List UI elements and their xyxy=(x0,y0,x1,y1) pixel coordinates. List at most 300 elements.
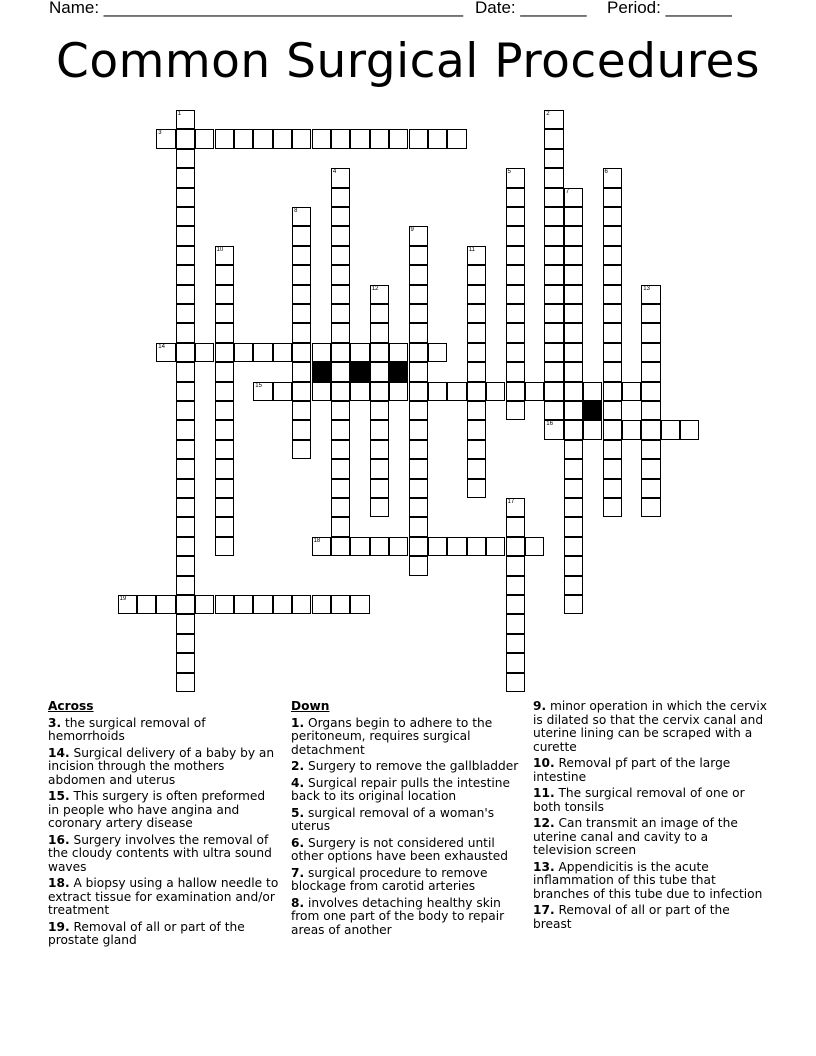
grid-cell[interactable] xyxy=(176,653,195,672)
grid-cell[interactable] xyxy=(176,673,195,692)
grid-cell[interactable] xyxy=(467,246,486,265)
grid-cell[interactable] xyxy=(312,595,331,614)
grid-cell[interactable] xyxy=(564,498,583,517)
grid-cell[interactable] xyxy=(525,537,544,556)
grid-cell[interactable] xyxy=(176,401,195,420)
grid-cell[interactable] xyxy=(506,634,525,653)
grid-cell[interactable] xyxy=(641,401,660,420)
grid-cell[interactable] xyxy=(176,246,195,265)
grid-cell[interactable] xyxy=(176,420,195,439)
grid-cell[interactable] xyxy=(641,362,660,381)
grid-cell[interactable] xyxy=(544,285,563,304)
clue-down-9: 9. minor operation in which the cervix is dilated so that the cervix canal and uterine lining can be scraped with a curette xyxy=(533,699,767,754)
grid-cell[interactable] xyxy=(641,440,660,459)
grid-cell[interactable] xyxy=(506,537,525,556)
grid-cell[interactable] xyxy=(176,304,195,323)
grid-cell[interactable] xyxy=(544,226,563,245)
grid-cell[interactable] xyxy=(641,323,660,342)
grid-cell[interactable] xyxy=(292,401,311,420)
grid-cell[interactable] xyxy=(350,537,369,556)
grid-cell[interactable] xyxy=(215,517,234,536)
grid-cell[interactable] xyxy=(292,440,311,459)
grid-cell[interactable] xyxy=(564,537,583,556)
grid-cell[interactable] xyxy=(370,362,389,381)
grid-cell[interactable] xyxy=(176,556,195,575)
grid-cell[interactable] xyxy=(370,304,389,323)
clue-down-4: 4. Surgical repair pulls the intestine back to its original location xyxy=(291,775,510,803)
grid-cell[interactable] xyxy=(506,382,525,401)
grid-cell[interactable] xyxy=(641,343,660,362)
grid-cell[interactable] xyxy=(195,595,214,614)
grid-cell[interactable] xyxy=(506,246,525,265)
grid-cell[interactable] xyxy=(506,576,525,595)
grid-cell[interactable] xyxy=(641,459,660,478)
grid-cell[interactable] xyxy=(370,459,389,478)
grid-cell[interactable] xyxy=(564,323,583,342)
grid-cell[interactable] xyxy=(409,343,428,362)
grid-cell[interactable] xyxy=(389,129,408,148)
grid-cell[interactable] xyxy=(350,382,369,401)
grid-cell[interactable] xyxy=(544,323,563,342)
grid-cell[interactable] xyxy=(292,207,311,226)
grid-cell[interactable] xyxy=(331,440,350,459)
grid-cell[interactable] xyxy=(564,556,583,575)
grid-cell[interactable] xyxy=(331,401,350,420)
grid-cell[interactable] xyxy=(467,479,486,498)
grid-cell[interactable] xyxy=(506,614,525,633)
grid-cell[interactable] xyxy=(428,382,447,401)
grid-cell[interactable] xyxy=(331,537,350,556)
grid-cell[interactable] xyxy=(350,595,369,614)
grid-cell[interactable] xyxy=(389,537,408,556)
grid-cell[interactable] xyxy=(603,459,622,478)
grid-cell[interactable] xyxy=(603,382,622,401)
grid-cell[interactable] xyxy=(215,362,234,381)
grid-cell[interactable] xyxy=(544,188,563,207)
grid-cell[interactable] xyxy=(428,343,447,362)
grid-cell[interactable] xyxy=(583,382,602,401)
grid-cell[interactable] xyxy=(215,304,234,323)
grid-cell[interactable] xyxy=(215,595,234,614)
grid-cell[interactable] xyxy=(603,304,622,323)
page-title: Common Surgical Procedures xyxy=(56,34,760,89)
grid-cell[interactable] xyxy=(176,149,195,168)
clue-down-12: 12. Can transmit an image of the uterine canal and cavity to a television screen xyxy=(533,816,738,857)
grid-cell[interactable] xyxy=(234,129,253,148)
grid-cell[interactable] xyxy=(215,498,234,517)
grid-cell[interactable] xyxy=(641,479,660,498)
grid-cell[interactable] xyxy=(467,382,486,401)
grid-cell[interactable] xyxy=(603,479,622,498)
grid-cell[interactable] xyxy=(506,595,525,614)
grid-cell[interactable] xyxy=(331,226,350,245)
grid-cell[interactable] xyxy=(176,537,195,556)
grid-cell[interactable] xyxy=(370,129,389,148)
grid-cell[interactable] xyxy=(331,323,350,342)
grid-cell[interactable] xyxy=(641,285,660,304)
grid-cell[interactable] xyxy=(467,401,486,420)
grid-cell[interactable] xyxy=(292,129,311,148)
grid-cell[interactable] xyxy=(215,323,234,342)
grid-cell[interactable] xyxy=(506,343,525,362)
grid-cell[interactable] xyxy=(370,420,389,439)
grid-cell[interactable] xyxy=(506,362,525,381)
grid-cell[interactable] xyxy=(409,498,428,517)
grid-cell[interactable] xyxy=(564,285,583,304)
grid-cell[interactable] xyxy=(176,595,195,614)
grid-cell[interactable] xyxy=(370,382,389,401)
grid-cell[interactable] xyxy=(603,362,622,381)
grid-cell[interactable] xyxy=(564,246,583,265)
grid-cell[interactable] xyxy=(331,207,350,226)
grid-cell[interactable] xyxy=(544,110,563,129)
grid-cell[interactable] xyxy=(506,265,525,284)
grid-cell[interactable] xyxy=(253,129,272,148)
grid-cell[interactable] xyxy=(506,673,525,692)
grid-cell[interactable] xyxy=(409,129,428,148)
clue-number: 19 xyxy=(119,596,127,602)
across-clues xyxy=(48,700,280,951)
grid-cell[interactable] xyxy=(564,343,583,362)
grid-cell[interactable] xyxy=(467,265,486,284)
grid-cell[interactable] xyxy=(176,168,195,187)
grid-cell[interactable] xyxy=(176,207,195,226)
grid-cell[interactable] xyxy=(409,382,428,401)
grid-cell[interactable] xyxy=(564,382,583,401)
grid-cell[interactable] xyxy=(641,498,660,517)
grid-cell[interactable] xyxy=(350,343,369,362)
clue-down-6: 6. Surgery is not considered until other options have been exhausted xyxy=(291,835,508,863)
grid-cell[interactable] xyxy=(331,343,350,362)
grid-cell[interactable] xyxy=(253,343,272,362)
grid-cell[interactable] xyxy=(156,595,175,614)
grid-cell[interactable] xyxy=(331,382,350,401)
grid-cell[interactable] xyxy=(389,343,408,362)
grid-cell[interactable] xyxy=(447,129,466,148)
grid-cell[interactable] xyxy=(506,207,525,226)
grid-cell[interactable] xyxy=(409,537,428,556)
grid-cell[interactable] xyxy=(273,382,292,401)
grid-cell[interactable] xyxy=(312,343,331,362)
grid-cell[interactable] xyxy=(603,226,622,245)
grid-cell[interactable] xyxy=(506,285,525,304)
grid-cell[interactable] xyxy=(506,653,525,672)
grid-cell[interactable] xyxy=(603,188,622,207)
clue-number: 5 xyxy=(507,169,511,176)
clue-across-15: 15. This surgery is often preformed in people who have angina and coronary artery disease xyxy=(48,789,266,830)
grid-cell[interactable] xyxy=(137,595,156,614)
grid-cell[interactable] xyxy=(331,517,350,536)
grid-cell[interactable] xyxy=(389,382,408,401)
grid-cell[interactable] xyxy=(370,323,389,342)
grid-cell[interactable] xyxy=(603,168,622,187)
grid-cell[interactable] xyxy=(544,265,563,284)
grid-cell[interactable] xyxy=(467,362,486,381)
grid-cell[interactable] xyxy=(292,362,311,381)
black-square xyxy=(583,401,602,420)
grid-cell[interactable] xyxy=(564,420,583,439)
grid-cell[interactable] xyxy=(292,343,311,362)
grid-cell[interactable] xyxy=(292,595,311,614)
grid-cell[interactable] xyxy=(409,285,428,304)
grid-cell[interactable] xyxy=(409,440,428,459)
grid-cell[interactable] xyxy=(544,129,563,148)
grid-cell[interactable] xyxy=(506,498,525,517)
grid-cell[interactable] xyxy=(603,285,622,304)
grid-cell[interactable] xyxy=(564,576,583,595)
grid-cell[interactable] xyxy=(506,168,525,187)
grid-cell[interactable] xyxy=(467,440,486,459)
grid-cell[interactable] xyxy=(622,420,641,439)
grid-cell[interactable] xyxy=(331,285,350,304)
grid-cell[interactable] xyxy=(176,440,195,459)
clue-across-14: 14. Surgical delivery of a baby by an incision through the mothers abdomen and uterus xyxy=(48,745,275,787)
grid-cell[interactable] xyxy=(467,420,486,439)
grid-cell[interactable] xyxy=(467,285,486,304)
grid-cell[interactable] xyxy=(603,207,622,226)
grid-cell[interactable] xyxy=(506,226,525,245)
grid-cell[interactable] xyxy=(467,537,486,556)
grid-cell[interactable] xyxy=(409,517,428,536)
grid-cell[interactable] xyxy=(525,382,544,401)
grid-cell[interactable] xyxy=(292,285,311,304)
grid-cell[interactable] xyxy=(564,459,583,478)
grid-cell[interactable] xyxy=(544,382,563,401)
grid-cell[interactable] xyxy=(486,537,505,556)
grid-cell[interactable] xyxy=(409,479,428,498)
grid-cell[interactable] xyxy=(215,401,234,420)
grid-cell[interactable] xyxy=(176,110,195,129)
grid-cell[interactable] xyxy=(176,285,195,304)
grid-cell[interactable] xyxy=(564,595,583,614)
grid-cell[interactable] xyxy=(409,226,428,245)
grid-cell[interactable] xyxy=(370,401,389,420)
clue-across-19: 19. Removal of all or part of the prostate gland xyxy=(48,919,245,947)
clue-number: 15 xyxy=(255,382,262,389)
grid-cell[interactable] xyxy=(603,420,622,439)
grid-cell[interactable] xyxy=(564,401,583,420)
clue-number: 6 xyxy=(604,169,608,176)
grid-cell[interactable] xyxy=(544,149,563,168)
grid-cell[interactable] xyxy=(118,595,137,614)
grid-cell[interactable] xyxy=(544,362,563,381)
grid-cell[interactable] xyxy=(292,420,311,439)
grid-cell[interactable] xyxy=(409,304,428,323)
grid-cell[interactable] xyxy=(253,595,272,614)
grid-cell[interactable] xyxy=(370,498,389,517)
grid-cell[interactable] xyxy=(370,479,389,498)
grid-cell[interactable] xyxy=(603,323,622,342)
grid-cell[interactable] xyxy=(195,343,214,362)
grid-cell[interactable] xyxy=(176,498,195,517)
clue-across-18: 18. A biopsy using a hallow needle to extract tissue for examination and/or treatment xyxy=(48,876,279,917)
grid-cell[interactable] xyxy=(467,304,486,323)
grid-cell[interactable] xyxy=(641,420,660,439)
clue-number: 9 xyxy=(410,227,414,234)
grid-cell[interactable] xyxy=(428,537,447,556)
grid-cell[interactable] xyxy=(370,537,389,556)
grid-cell[interactable] xyxy=(176,129,195,148)
across-heading: Across xyxy=(48,699,94,713)
grid-cell[interactable] xyxy=(215,246,234,265)
grid-cell[interactable] xyxy=(331,479,350,498)
grid-cell[interactable] xyxy=(506,556,525,575)
grid-cell[interactable] xyxy=(292,323,311,342)
grid-cell[interactable] xyxy=(176,634,195,653)
grid-cell[interactable] xyxy=(409,246,428,265)
grid-cell[interactable] xyxy=(350,129,369,148)
grid-cell[interactable] xyxy=(486,382,505,401)
grid-cell[interactable] xyxy=(661,420,680,439)
grid-cell[interactable] xyxy=(603,440,622,459)
grid-cell[interactable] xyxy=(467,343,486,362)
grid-cell[interactable] xyxy=(603,265,622,284)
grid-cell[interactable] xyxy=(564,188,583,207)
grid-cell[interactable] xyxy=(215,440,234,459)
grid-cell[interactable] xyxy=(215,459,234,478)
clue-number: 10 xyxy=(216,246,224,253)
grid-cell[interactable] xyxy=(544,420,563,439)
grid-cell[interactable] xyxy=(312,537,331,556)
grid-cell[interactable] xyxy=(331,188,350,207)
grid-cell[interactable] xyxy=(603,246,622,265)
grid-cell[interactable] xyxy=(273,595,292,614)
grid-cell[interactable] xyxy=(641,304,660,323)
clue-down-13: 13. Appendicitis is the acute inflammation of this tube that branches of this tube due to infection xyxy=(533,859,763,901)
grid-cell[interactable] xyxy=(331,498,350,517)
clue-down-1: 1. Organs begin to adhere to the peritoneum, requires surgical detachment xyxy=(291,715,493,757)
clue-number: 11 xyxy=(468,246,475,253)
grid-cell[interactable] xyxy=(215,285,234,304)
grid-cell[interactable] xyxy=(234,595,253,614)
black-square xyxy=(312,362,331,381)
grid-cell[interactable] xyxy=(370,285,389,304)
grid-cell[interactable] xyxy=(253,382,272,401)
grid-cell[interactable] xyxy=(234,343,253,362)
grid-cell[interactable] xyxy=(603,498,622,517)
grid-cell[interactable] xyxy=(156,129,175,148)
grid-cell[interactable] xyxy=(176,459,195,478)
grid-cell[interactable] xyxy=(331,129,350,148)
grid-cell[interactable] xyxy=(176,265,195,284)
grid-cell[interactable] xyxy=(176,517,195,536)
grid-cell[interactable] xyxy=(176,188,195,207)
grid-cell[interactable] xyxy=(215,479,234,498)
grid-cell[interactable] xyxy=(564,479,583,498)
grid-cell[interactable] xyxy=(409,420,428,439)
grid-cell[interactable] xyxy=(176,362,195,381)
grid-cell[interactable] xyxy=(273,129,292,148)
grid-cell[interactable] xyxy=(156,343,175,362)
grid-cell[interactable] xyxy=(544,246,563,265)
down-clues xyxy=(291,700,527,940)
grid-cell[interactable] xyxy=(215,343,234,362)
grid-cell[interactable] xyxy=(292,226,311,245)
grid-cell[interactable] xyxy=(544,401,563,420)
grid-cell[interactable] xyxy=(195,129,214,148)
grid-cell[interactable] xyxy=(467,323,486,342)
grid-cell[interactable] xyxy=(467,459,486,478)
grid-cell[interactable] xyxy=(331,420,350,439)
grid-cell[interactable] xyxy=(564,517,583,536)
grid-cell[interactable] xyxy=(506,517,525,536)
grid-cell[interactable] xyxy=(564,265,583,284)
grid-cell[interactable] xyxy=(312,382,331,401)
grid-cell[interactable] xyxy=(622,382,641,401)
grid-cell[interactable] xyxy=(370,440,389,459)
grid-cell[interactable] xyxy=(370,343,389,362)
grid-cell[interactable] xyxy=(331,168,350,187)
grid-cell[interactable] xyxy=(176,576,195,595)
grid-cell[interactable] xyxy=(544,168,563,187)
grid-cell[interactable] xyxy=(292,246,311,265)
grid-cell[interactable] xyxy=(176,382,195,401)
grid-cell[interactable] xyxy=(447,382,466,401)
clue-number: 16 xyxy=(546,421,553,428)
grid-cell[interactable] xyxy=(428,129,447,148)
grid-cell[interactable] xyxy=(447,537,466,556)
grid-cell[interactable] xyxy=(176,479,195,498)
grid-cell[interactable] xyxy=(409,556,428,575)
grid-cell[interactable] xyxy=(292,382,311,401)
grid-cell[interactable] xyxy=(564,226,583,245)
grid-cell[interactable] xyxy=(312,129,331,148)
black-square xyxy=(350,362,369,381)
grid-cell[interactable] xyxy=(409,323,428,342)
grid-cell[interactable] xyxy=(564,440,583,459)
grid-cell[interactable] xyxy=(331,595,350,614)
grid-cell[interactable] xyxy=(564,362,583,381)
grid-cell[interactable] xyxy=(506,304,525,323)
grid-cell[interactable] xyxy=(506,323,525,342)
grid-cell[interactable] xyxy=(409,459,428,478)
grid-cell[interactable] xyxy=(273,343,292,362)
grid-cell[interactable] xyxy=(215,537,234,556)
grid-cell[interactable] xyxy=(603,401,622,420)
grid-cell[interactable] xyxy=(331,362,350,381)
clue-across-16: 16. Surgery involves the removal of the cloudy contents with ultra sound waves xyxy=(48,832,272,874)
grid-cell[interactable] xyxy=(680,420,699,439)
grid-cell[interactable] xyxy=(331,459,350,478)
grid-cell[interactable] xyxy=(292,304,311,323)
grid-cell[interactable] xyxy=(176,343,195,362)
grid-cell[interactable] xyxy=(176,323,195,342)
grid-cell[interactable] xyxy=(641,382,660,401)
grid-cell[interactable] xyxy=(215,265,234,284)
grid-cell[interactable] xyxy=(544,207,563,226)
grid-cell[interactable] xyxy=(544,343,563,362)
grid-cell[interactable] xyxy=(176,226,195,245)
grid-cell[interactable] xyxy=(331,304,350,323)
grid-cell[interactable] xyxy=(215,382,234,401)
grid-cell[interactable] xyxy=(409,362,428,381)
grid-cell[interactable] xyxy=(331,265,350,284)
grid-cell[interactable] xyxy=(506,401,525,420)
grid-cell[interactable] xyxy=(564,207,583,226)
grid-cell[interactable] xyxy=(409,401,428,420)
grid-cell[interactable] xyxy=(506,188,525,207)
grid-cell[interactable] xyxy=(544,304,563,323)
grid-cell[interactable] xyxy=(583,420,602,439)
grid-cell[interactable] xyxy=(215,129,234,148)
grid-cell[interactable] xyxy=(603,343,622,362)
grid-cell[interactable] xyxy=(331,246,350,265)
grid-cell[interactable] xyxy=(292,265,311,284)
grid-cell[interactable] xyxy=(215,420,234,439)
grid-cell[interactable] xyxy=(176,614,195,633)
grid-cell[interactable] xyxy=(564,304,583,323)
grid-cell[interactable] xyxy=(409,265,428,284)
